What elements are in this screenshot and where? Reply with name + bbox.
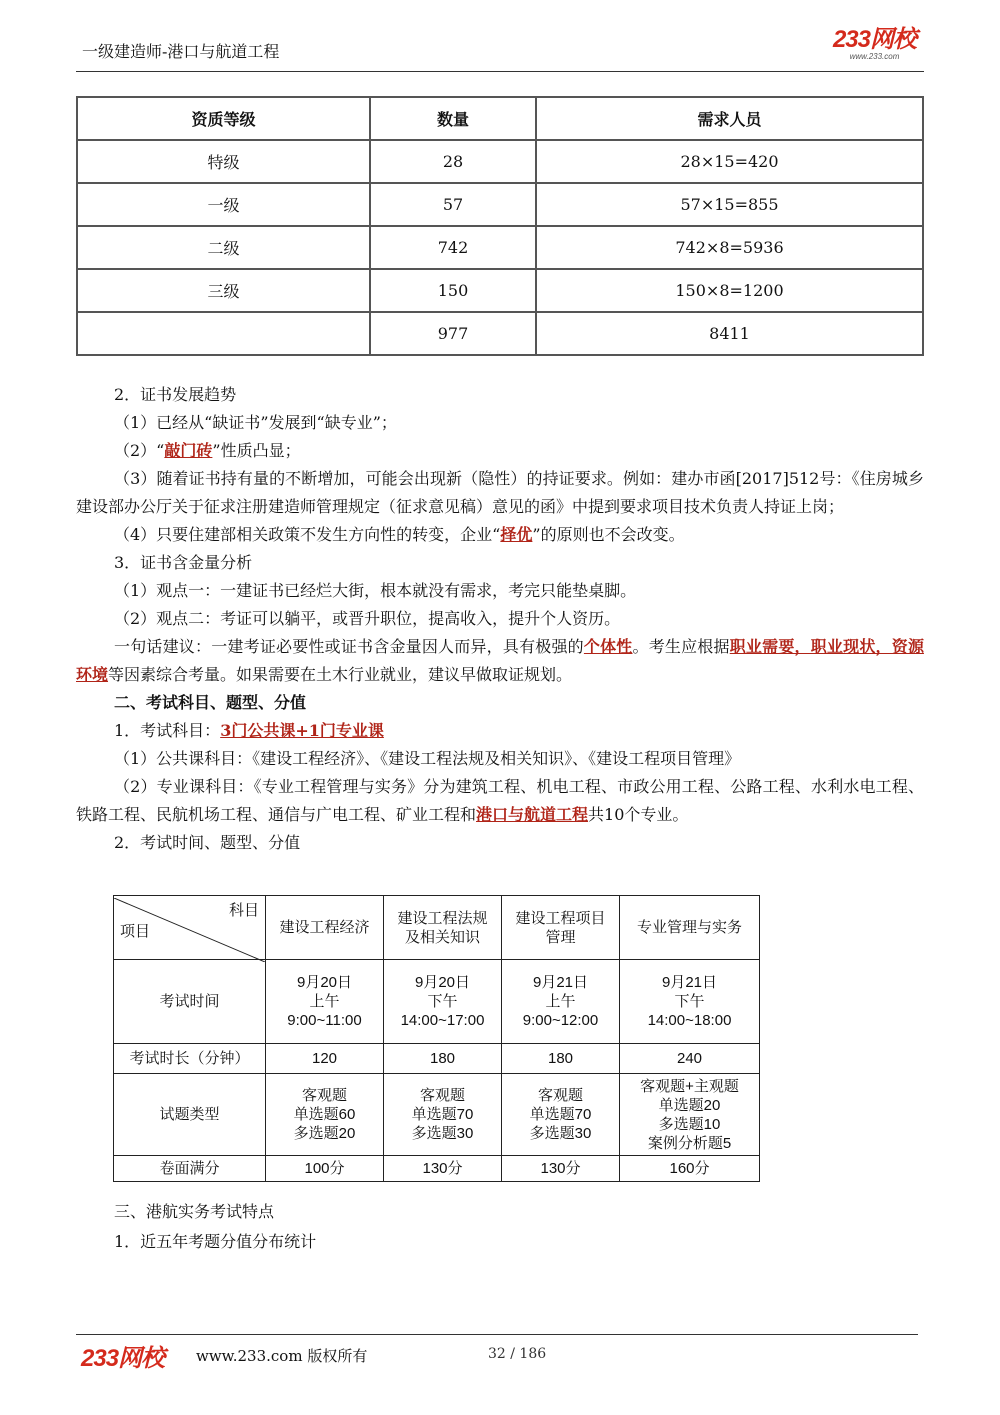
row-label: 考试时间	[114, 960, 266, 1044]
row-label: 卷面满分	[114, 1156, 266, 1182]
table-cell: 9月20日 上午 9:00~11:00	[266, 960, 384, 1044]
footer-logo[interactable]: 233网校	[81, 1345, 165, 1372]
paragraph: （2）观点二：考证可以躺平，或晋升职位，提高收入，提升个人资历。	[114, 609, 621, 628]
paragraph	[76, 521, 924, 549]
table-cell: 160分	[620, 1156, 760, 1182]
table-row	[77, 269, 923, 312]
paragraph: 1．近五年考题分值分布统计	[114, 1232, 317, 1251]
table-cell: 57	[370, 183, 536, 226]
table-row	[114, 960, 760, 1044]
footer-divider	[76, 1334, 918, 1335]
table-cell: 742	[370, 226, 536, 269]
paragraph: （1）公共课科目：《建设工程经济》、《建设工程法规及相关知识》、《建设工程项目管理》	[114, 749, 741, 768]
col-header: 需求人员	[536, 97, 923, 140]
paragraph: （3）随着证书持有量的不断增加，可能会出现新（隐性）的持证要求。例如：建办市函[2017]512号：《住房城乡建设部办公厅关于征求注册建造师管理规定（征求意见稿）意见的函》中提到要求项目技术负责人持证上岗；	[76, 469, 924, 516]
logo-url: www.233.com	[849, 52, 900, 61]
table-cell: 8411	[536, 312, 923, 355]
text-span: ”性质凸显；	[212, 441, 301, 460]
table-row	[114, 1074, 760, 1156]
paragraph	[76, 633, 924, 689]
corner-item-label: 项目	[120, 922, 151, 940]
body-text	[76, 381, 924, 857]
table-cell: 客观题+主观题 单选题20 多选题10 案例分析题5	[620, 1074, 760, 1156]
subject-header: 建设工程经济	[266, 896, 384, 960]
keyword-highlight: 择优	[500, 525, 533, 544]
table-cell: 742×8=5936	[536, 226, 923, 269]
table-cell: 9月20日 下午 14:00~17:00	[384, 960, 502, 1044]
table-cell: 9月21日 下午 14:00~18:00	[620, 960, 760, 1044]
paragraph	[76, 717, 924, 745]
brand-logo[interactable]	[833, 28, 916, 61]
table-cell: 130分	[502, 1156, 620, 1182]
text-span: （2）专业课科目：《专业工程管理与实务》分为建筑工程、机电工程、市政公用工程、公路工程、水利水电工程、铁路工程、民航机场工程、通信与广电工程、矿业工程和	[76, 777, 924, 824]
table-cell: 150×8=1200	[536, 269, 923, 312]
section-heading: 三、港航实务考试特点	[114, 1202, 275, 1221]
table-cell: 客观题 单选题70 多选题30	[384, 1074, 502, 1156]
text-span: 1．考试科目：	[114, 721, 221, 740]
row-label: 考试时长（分钟）	[114, 1044, 266, 1074]
paragraph	[76, 773, 924, 829]
table-cell: 三级	[77, 269, 370, 312]
diagonal-corner-cell	[114, 896, 266, 960]
paragraph: 2．考试时间、题型、分值	[114, 833, 301, 852]
text-span: （2）“	[114, 441, 165, 460]
keyword-highlight: 职业需要，职业现状，资源环境	[76, 637, 924, 684]
keyword-highlight: 港口与航道工程	[476, 805, 589, 824]
table-cell	[77, 312, 370, 355]
header-divider	[76, 71, 924, 72]
table-cell: 28	[370, 140, 536, 183]
table-cell: 客观题 单选题70 多选题30	[502, 1074, 620, 1156]
page-number: 32 / 186	[488, 1346, 547, 1362]
table-row	[77, 140, 923, 183]
table-row	[77, 226, 923, 269]
table-cell: 28×15=420	[536, 140, 923, 183]
text-span: 共10个专业。	[588, 805, 689, 824]
table-cell: 977	[370, 312, 536, 355]
table-row	[114, 1156, 760, 1182]
subject-header: 建设工程法规 及相关知识	[384, 896, 502, 960]
qualification-table	[76, 96, 924, 356]
table-cell: 240	[620, 1044, 760, 1074]
text-span: ”的原则也不会改变。	[532, 525, 685, 544]
text-span: （4）只要住建部相关政策不发生方向性的转变，企业“	[114, 525, 501, 544]
paragraph: （1）已经从“缺证书”发展到“缺专业”；	[114, 413, 397, 432]
section-heading: 二、考试科目、题型、分值	[114, 693, 307, 712]
text-span: 。考生应根据	[632, 637, 730, 656]
table-cell: 57×15=855	[536, 183, 923, 226]
table-cell: 特级	[77, 140, 370, 183]
table-cell: 二级	[77, 226, 370, 269]
exam-schedule-table	[113, 895, 760, 1182]
table-cell: 一级	[77, 183, 370, 226]
table-header-row	[77, 97, 923, 140]
table-cell: 100分	[266, 1156, 384, 1182]
paragraph: 3．证书含金量分析	[114, 553, 253, 572]
keyword-highlight: 个体性	[583, 637, 633, 656]
corner-subject-label: 科目	[228, 901, 259, 919]
table-cell: 180	[502, 1044, 620, 1074]
keyword-highlight: 3门公共课+1门专业课	[220, 721, 384, 740]
table-cell: 180	[384, 1044, 502, 1074]
table-cell: 130分	[384, 1156, 502, 1182]
logo-text: 233网校	[832, 26, 916, 53]
keyword-highlight: 敲门砖	[164, 441, 213, 460]
table-cell: 客观题 单选题60 多选题20	[266, 1074, 384, 1156]
subject-header-row	[114, 896, 760, 960]
footer-copyright: www.233.com 版权所有	[196, 1347, 368, 1365]
text-span: 一句话建议：一建考证必要性或证书含金量因人而异，具有极强的	[114, 637, 584, 656]
table-cell: 120	[266, 1044, 384, 1074]
subject-header: 建设工程项目 管理	[502, 896, 620, 960]
table-total-row	[77, 312, 923, 355]
paragraph: （1）观点一：一建证书已经烂大街，根本就没有需求，考完只能垫桌脚。	[114, 581, 637, 600]
table-cell: 9月21日 上午 9:00~12:00	[502, 960, 620, 1044]
subject-header: 专业管理与实务	[620, 896, 760, 960]
table-row	[114, 1044, 760, 1074]
table-cell: 150	[370, 269, 536, 312]
col-header: 数量	[370, 97, 536, 140]
paragraph: 2．证书发展趋势	[114, 385, 237, 404]
table-row	[77, 183, 923, 226]
col-header: 资质等级	[77, 97, 370, 140]
row-label: 试题类型	[114, 1074, 266, 1156]
text-span: 等因素综合考量。如果需要在土木行业就业，建议早做取证规划。	[108, 665, 573, 684]
document-header-title: 一级建造师-港口与航道工程	[82, 42, 280, 61]
paragraph	[76, 437, 924, 465]
